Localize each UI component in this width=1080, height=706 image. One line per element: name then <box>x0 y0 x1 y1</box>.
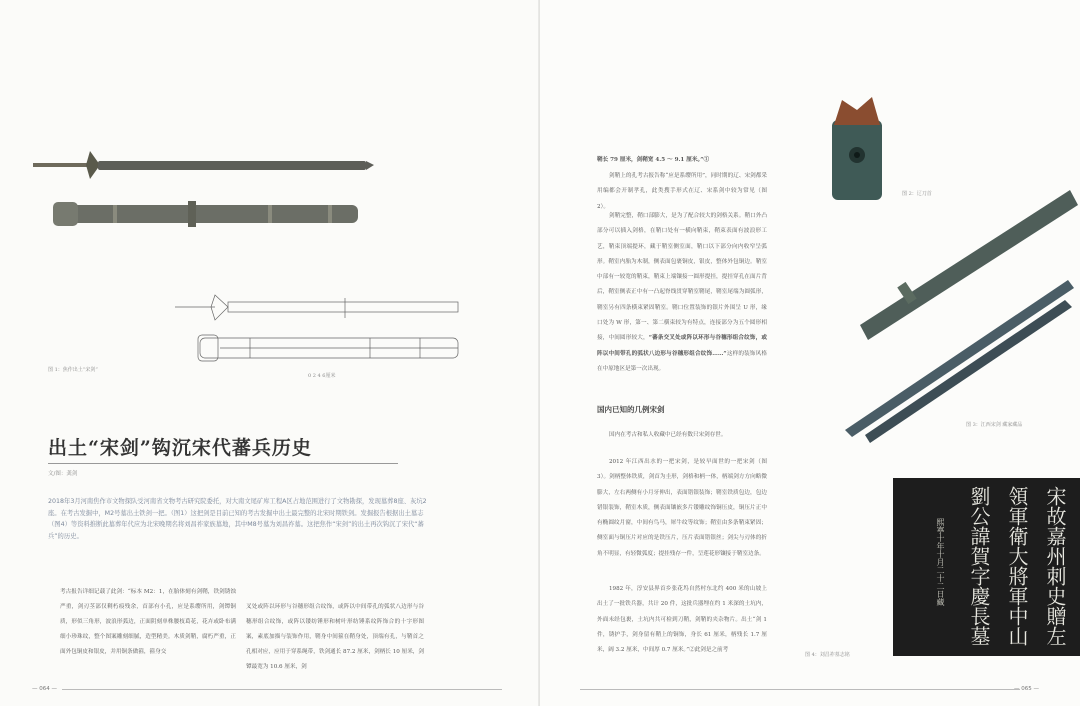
folio-rule-right <box>580 689 1020 690</box>
body-column-1: 考古报告详细记载了此剑：“标本 M2：1，在胎体刻有剑鞘，铁剑锈蚀严重，剑刃茎部仅剩朽痕残余，首部有小孔，应是系缨所用，剑镡铜质，形似三角形，波浪形弧边，正面阴刻单株腰枝葛花，花卉或卧布满细小珍珠纹，整个图案雕刻细腻，造型精美。木质剑鞘，腐朽严重，正面外包铜皮和银皮，并用铜条做箍，箍身交 <box>60 589 236 655</box>
author-line: 文/图：龚剑 <box>48 471 78 477</box>
page-number-right: — 065 — <box>1014 686 1039 692</box>
intro-line: 鞘长 79 厘米，剑鞘宽 4.5 ～ 9.1 厘米。”① <box>597 157 710 163</box>
scabbard-photo <box>53 201 358 227</box>
paragraph-5: 1982 年，淳安县界首乡张花坞自然村东北约 400 米的山坡上出土了一批铁兵器，共计 20 件，这批兵器埋在约 1 米深的土坑内，外面未经包裹，土坑内共可检到刀鞘，剑鞘的夹杂物片。出土“剑 1 件，锈护手，剑身留有鞘上的铜饰，身长 61 厘米，柄残长 1.7 厘米，阔 3.2 厘米，中间厚 0.7 厘米。”②此剑是之前考 <box>597 586 767 654</box>
paragraph-3: 国内在考古和私人收藏中已经有数只宋剑存世。 <box>609 432 727 438</box>
paragraph-2-end: 这样的装饰风格在中原地区是第一次出现。 <box>597 350 767 372</box>
rubbing-column-3: 劉公諱賀字慶長墓 <box>967 486 991 646</box>
lead-paragraph: 2018年3月河南焦作市文物探队受河南省文物考古研究院委托，对大南文尾矿库工程A区占地范围进行了文物勘探，发现墓葬8座、灰坑2座。在考古发掘中，M2号墓出土铁剑一把。（图1）这把剑是目前已知的考古发掘中出土最完整的北宋时期铁剑。发掘报告根据出土墓志（图4）等资料推断此墓葬年代应为北宋晚期名将刘昌祚家族墓地，其中M8号墓为刘昌祚墓。这把焦作“宋剑”的出土再次钩沉了宋代“蕃兵”的历史。 <box>48 498 427 540</box>
sword-blade-photo <box>33 151 374 179</box>
sword-line-drawing <box>170 290 470 370</box>
title-rule <box>48 463 398 464</box>
figure-2-caption: 图 2：辽刀首 <box>902 191 932 197</box>
paragraph-2 <box>597 209 767 399</box>
rubbing-column-2: 領軍衛大將軍中山 <box>1005 486 1029 646</box>
sword-photo <box>28 145 378 245</box>
rubbing-date: 熙寧十年十月二十二日藏 <box>936 518 945 606</box>
folio-rule <box>62 689 502 690</box>
paragraph-2-text: 剑鞘完整，鞘口部膨大，是为了配合较大的剑格关系。鞘口外凸部分可以插入剑格，在鞘口处有一横向鞘束，鞘束表面有波浪形工艺，鞘束顶端提环，藏于鞘室侧室面，鞘口以下部分向内收窄呈弧形。鞘室内胎为木制，侧表面包裹铜皮，银皮，整体外包铜边。鞘室中部有一较宽的鞘束，鞘束上端镶接一圆形提挂，提挂穿孔在面片背后，鞘室侧表正中有一凸起脊线贯穿鞘室鞘尾，鞘室尾端为圆弧形，鞘室另有四条横束紧固鞘室。鞘口位置装饰的银片外围呈 U 形，缘口处为 W 形，第一、第二横束较为有特点，连接部分为五个圆形相接，中间圆形较大， <box>597 213 767 342</box>
figure-4-caption: 图 4：刘昌祚墓志铭 <box>805 652 850 658</box>
scale-label: 0 2 4 6厘米 <box>308 373 336 379</box>
epitaph-rubbing <box>893 478 1080 656</box>
figure-3-caption: 图 3：江西宋剑 藏家藏品 <box>966 422 1023 428</box>
body-column-2: 叉处或阵以环形与谷穗形组合纹饰，或阵以中间带孔的弧状八边形与谷穗形组合纹饰，或阵以镂纺锤形和树叶形纺锤系纹阵饰合的十字形图案，素底加描与装饰作用，鞘身中间箍在鞘身处，顶端有孔，与鞘首之孔相对应，应用于穿系绳带，铁剑通长 87.2 厘米，剑柄长 10 厘米，剑镡最宽为 10.6 厘米，剑 <box>246 604 424 670</box>
section-heading: 国内已知的几例宋剑 <box>597 405 665 414</box>
paragraph-2-quote: “蕃条交叉处或阵以环形与谷穗形组合纹饰，或阵以中间带孔的弧状八边形与谷穗形组合纹饰……” <box>597 335 767 357</box>
article-title: 出土“宋剑”钩沉宋代蕃兵历史 <box>48 437 312 459</box>
page-number-left: — 064 — <box>32 686 57 692</box>
figure-1-caption: 图 1：焦作出土“宋剑” <box>48 367 98 373</box>
rubbing-column-1: 宋故嘉州刺史贈左 <box>1043 486 1067 646</box>
paragraph-4: 2012 年江西出水的一把宋剑，是较早面世的一把宋剑（图 3）。剑柄整体铁质，剑首为圭形，剑格和柄一体，柄端剑方方向略微膨大，左右两侧有小月牙伸出，表面错银装饰；鞘室铁质包边，包边错银装饰，鞘室木质，侧表面镶嵌多片镂雕纹饰铜压皮，铜压片正中有椭圆纹月窗，中间有鸟马，犀牛纹等纹饰；鞘室由多条鞘束紧固；侧室面与铜压片对应的是铁压片，压片表面错银丝；剑尖与刃体的折角不明显，有轻微弧度；提挂残存一件，呈莲花形镶接于鞘室边条。 <box>597 459 767 557</box>
jiangxi-sword-photo <box>840 185 1080 445</box>
paragraph-1: 剑鞘上的孔考古报告称“应是系缨所用”，同时期的辽、宋剑都采用编都会开制孝孔，此类搜手形式在辽、宋系剑中较为常见（图 2）。 <box>597 173 767 210</box>
